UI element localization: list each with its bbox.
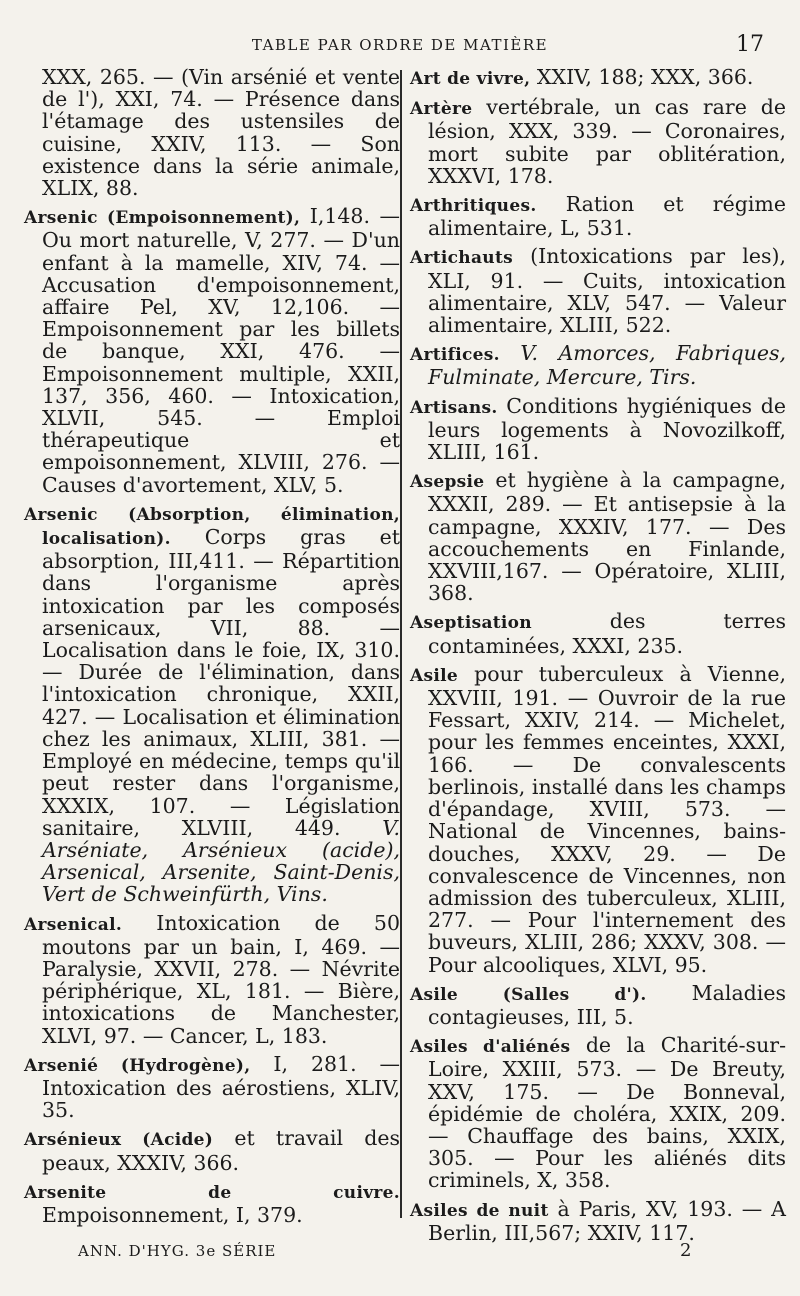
entry-text: et hygiène à la campagne, XXXII, 289. — Et antisepsie à la campagne, XXXIV, 177. — Des accouchements en Finlande, XXVIII,167. — Opératoire, XLIII, 368. xyxy=(428,468,786,606)
index-entry xyxy=(410,663,786,976)
running-head xyxy=(0,34,800,60)
entry-headword: Asile (Salles d'). xyxy=(410,984,647,1005)
index-entry xyxy=(24,912,400,1047)
index-entry xyxy=(410,1034,786,1191)
entry-headword: Arsenical. xyxy=(24,914,123,935)
entry-text: des terres contaminées, XXXI, 235. xyxy=(428,609,786,658)
entry-headword: Arsenic (Absorption, élimination, localisation). xyxy=(24,504,400,550)
index-entry xyxy=(410,245,786,336)
index-entry xyxy=(24,1127,400,1173)
entry-text: (Intoxications par les), XLI, 91. — Cuits, intoxication alimentaire, XLV, 547. — Valeur alimentaire, XLIII, 522. xyxy=(428,244,786,338)
entry-text: Empoisonnement, I, 379. xyxy=(42,1202,303,1227)
index-entry xyxy=(410,395,786,464)
column-rule xyxy=(400,70,402,1218)
right-column xyxy=(410,66,786,1250)
index-entry xyxy=(410,982,786,1028)
entry-text: Maladies contagieuses, III, 5. xyxy=(428,980,786,1029)
entry-headword: Artisans. xyxy=(410,397,498,418)
entry-text: I, 281. — Intoxication des aérostiens, XLIV, 35. xyxy=(42,1051,401,1123)
index-entry xyxy=(410,610,786,656)
entry-text: de la Charité-sur-Loire, XXIII, 573. — De Breuty, XXV, 175. — De Bonneval, épidémie de choléra, XXIX, 209. — Chauffage des bains, XXIX, 305. — Pour les aliénés dits criminels, X, 358. xyxy=(428,1033,786,1193)
entry-headword: Artichauts xyxy=(410,248,513,269)
entry-text: I,148. — Ou mort naturelle, V, 277. — D'un enfant à la mamelle, XIV, 74. — Accusation d'empoisonnement, affaire Pel, XV, 12,106. — Empoisonnement par les billets de banque, XXI, 476. — Empoisonnement multiple, XXII, 137, 356, 460. — Intoxication, XLVII, 545. — Emploi thérapeutique et empoisonnement, XLVIII, 276. — Causes d'avortement, XLV, 5. xyxy=(42,204,400,497)
entry-headword: Artifices. xyxy=(410,345,500,366)
index-entry xyxy=(410,193,786,239)
entry-cross-reference: V. Arséniate, Arsénieux (acide), Arsenical, Arsenite, Saint-Denis, Vert de Schweinfürth, Vins. xyxy=(42,815,400,907)
index-entry xyxy=(24,1053,400,1122)
entry-text: Corps gras et absorption, III,411. — Répartition dans l'organisme après intoxication par les composés arsenicaux, VII, 88. — Localisation dans le foie, IX, 310. — Durée de l'élimination, dans l'intoxication chronique, XXII, 427. — Localisation et élimination chez les animaux, XLIII, 381. — Employé en médecine, temps qu'il peut rester dans l'organisme, XXXIX, 107. — Législation sanitaire, XLVIII, 449. xyxy=(42,525,400,840)
entry-headword: Asile xyxy=(410,665,458,686)
index-entry xyxy=(410,342,786,388)
entry-headword: Asiles d'aliénés xyxy=(410,1037,571,1058)
index-entry xyxy=(24,1180,400,1226)
entry-text: pour tuberculeux à Vienne, XXVIII, 191. — Ouvroir de la rue Fessart, XXIV, 214. — Michelet, pour les femmes enceintes, XXXI, 166. — De convalescents berlinois, installé dans les champs d'épandage, XVIII, 573. — National de Vincennes, bains-douches, XXXV, 29. — De convalescence de Vincennes, non admission des tuberculeux, XLIII, 277. — Pour l'internement des buveurs, XLIII, 286; XXXV, 308. — Pour alcooliques, XLVI, 95. xyxy=(428,661,786,977)
page-number: 17 xyxy=(736,32,764,57)
entry-headword: Arsénieux (Acide) xyxy=(24,1130,214,1151)
entry-text: vertébrale, un cas rare de lésion, XXX, 339. — Coronaires, mort subite par oblitération, XXXVI, 178. xyxy=(428,95,786,188)
entry-headword: Arsenic (Empoisonnement), xyxy=(24,208,301,229)
entry-headword: Asepsie xyxy=(410,472,485,493)
index-entry xyxy=(24,205,400,496)
entry-text: Intoxication de 50 moutons par un bain, I, 469. — Paralysie, XXVII, 278. — Névrite périphérique, XL, 181. — Bière, intoxications de Manchester, XLVI, 97. — Cancer, L, 183. xyxy=(42,910,400,1048)
running-title: TABLE PAR ORDRE DE MATIÈRE xyxy=(251,36,549,54)
entry-headword: Artère xyxy=(410,99,473,120)
entry-headword: Aseptisation xyxy=(410,613,532,634)
entry-text: Conditions hygiéniques de leurs logements à Novozilkoff, XLIII, 161. xyxy=(428,393,786,465)
entry-headword: Arthritiques. xyxy=(410,196,537,217)
entry-text: XXIV, 188; XXX, 366. xyxy=(536,65,754,89)
entry-text: Ration et régime alimentaire, L, 531. xyxy=(428,192,786,241)
index-entry xyxy=(410,66,786,90)
index-entry xyxy=(24,502,400,906)
left-column xyxy=(24,66,400,1232)
entry-headword: Art de vivre, xyxy=(410,69,531,89)
entry-headword: Asiles de nuit xyxy=(410,1200,549,1221)
sheet-signature: 2 xyxy=(680,1240,692,1261)
entry-cross-reference: V. Amorces, Fabriques, Fulminate, Mercure, Tirs. xyxy=(428,341,786,390)
entry-headword: Arsenite de cuivre. xyxy=(24,1182,400,1203)
index-entry xyxy=(410,96,786,187)
entry-text: et travail des peaux, XXXIV, 366. xyxy=(42,1126,400,1175)
index-entry xyxy=(410,469,786,604)
entry-headword: Arsenié (Hydrogène), xyxy=(24,1055,251,1076)
entry-text: XXX, 265. — (Vin arsénié et vente de l'), XXI, 74. — Présence dans l'étamage des ustensiles de cuisine, XXIV, 113. — Son existence dans la série animale, XLIX, 88. xyxy=(42,65,400,201)
index-entry xyxy=(410,1198,786,1244)
index-entry xyxy=(24,66,400,199)
entry-text: à Paris, XV, 193. — A Berlin, III,567; XXIV, 117. xyxy=(428,1196,786,1245)
journal-signature: ANN. D'HYG. 3e SÉRIE xyxy=(78,1242,277,1260)
footer xyxy=(0,1240,800,1270)
